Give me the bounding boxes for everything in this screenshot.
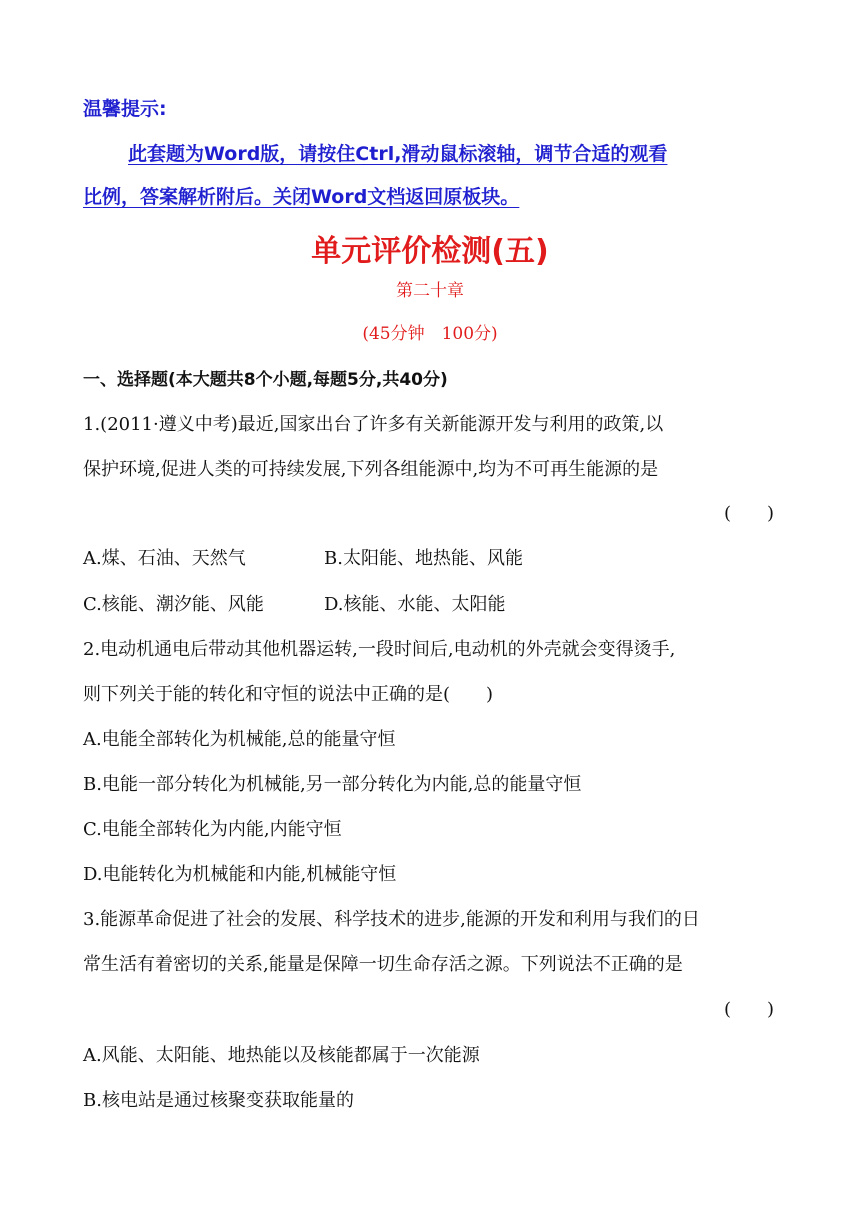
time-score-label: (45分钟 100分): [362, 324, 498, 344]
tip-line-2[interactable]: 比例，答案解析附后。关闭Word文档返回原板块。: [83, 186, 520, 208]
section-heading: 一、选择题(本大题共8个小题,每题5分,共40分): [83, 370, 448, 390]
q1-option-a: A.煤、石油、天然气: [83, 548, 246, 569]
q2-option-c: C.电能全部转化为内能,内能守恒: [83, 819, 342, 840]
tip-title: 温馨提示:: [83, 98, 167, 120]
q1-option-b: B.太阳能、地热能、风能: [324, 548, 523, 569]
page-title: 单元评价检测(五): [311, 234, 549, 269]
q2-option-a: A.电能全部转化为机械能,总的能量守恒: [83, 729, 396, 750]
q3-option-b: B.核电站是通过核聚变获取能量的: [83, 1090, 354, 1111]
q1-option-c: C.核能、潮汐能、风能: [83, 594, 264, 615]
q2-stem-line1: 2.电动机通电后带动其他机器运转,一段时间后,电动机的外壳就会变得烫手,: [83, 639, 676, 660]
q3-stem-line1: 3.能源革命促进了社会的发展、科学技术的进步,能源的开发和利用与我们的日: [83, 909, 700, 930]
q2-stem-line2: 则下列关于能的转化和守恒的说法中正确的是( ): [83, 684, 494, 705]
q2-option-d: D.电能转化为机械能和内能,机械能守恒: [83, 864, 397, 885]
q3-answer-bracket: ( ): [723, 999, 774, 1020]
q1-option-d: D.核能、水能、太阳能: [324, 594, 506, 615]
q1-stem-line2: 保护环境,促进人类的可持续发展,下列各组能源中,均为不可再生能源的是: [83, 459, 659, 480]
q2-option-b: B.电能一部分转化为机械能,另一部分转化为内能,总的能量守恒: [83, 774, 582, 795]
tip-line-1[interactable]: 此套题为Word版，请按住Ctrl,滑动鼠标滚轴，调节合适的观看: [128, 143, 668, 165]
q3-stem-line2: 常生活有着密切的关系,能量是保障一切生命存活之源。下列说法不正确的是: [83, 954, 683, 975]
q3-option-a: A.风能、太阳能、地热能以及核能都属于一次能源: [83, 1045, 480, 1066]
q1-answer-bracket: ( ): [723, 503, 774, 524]
chapter-label: 第二十章: [396, 281, 464, 301]
q1-stem-line1: 1.(2011·遵义中考)最近,国家出台了许多有关新能源开发与利用的政策,以: [83, 414, 664, 435]
